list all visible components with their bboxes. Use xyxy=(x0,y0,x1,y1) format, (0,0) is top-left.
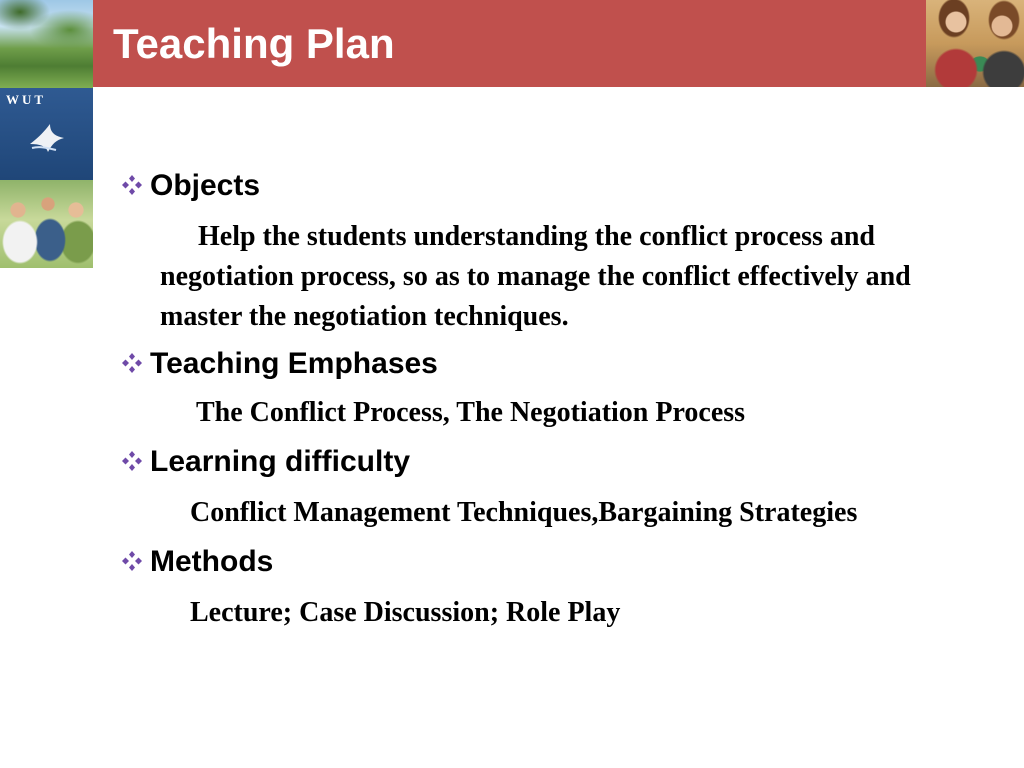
section-heading-row xyxy=(120,165,1000,207)
bird-emblem-icon xyxy=(26,118,70,158)
section-learning-difficulty xyxy=(120,441,1000,533)
students-reading-photo xyxy=(926,0,1024,87)
four-diamond-bullet-icon xyxy=(120,449,150,473)
section-heading-row xyxy=(120,343,1000,385)
slide-content xyxy=(120,165,1000,633)
section-heading: Objects xyxy=(150,169,261,202)
section-body: Help the students understanding the conflict process and negotiation process, so as to manage the conflict effectively and master the negotiation techniques. xyxy=(160,221,911,332)
four-diamond-bullet-icon xyxy=(120,173,150,197)
university-logo-text: WUT xyxy=(6,92,47,107)
section-body: Lecture; Case Discussion; Role Play xyxy=(190,597,621,628)
students-group-photo xyxy=(0,180,93,268)
section-heading: Learning difficulty xyxy=(150,445,411,478)
section-heading: Methods xyxy=(150,545,274,578)
four-diamond-bullet-icon xyxy=(120,549,150,573)
section-teaching-emphases xyxy=(120,343,1000,433)
section-objects xyxy=(120,165,1000,337)
four-diamond-bullet-icon xyxy=(120,351,150,375)
section-heading-row xyxy=(120,541,1000,583)
slide-title: Teaching Plan xyxy=(113,20,395,67)
section-body: Conflict Management Techniques,Bargaining Strategies xyxy=(190,497,858,528)
section-heading: Teaching Emphases xyxy=(150,347,438,380)
section-heading-row xyxy=(120,441,1000,483)
landscape-photo xyxy=(0,0,93,88)
section-body: The Conflict Process, The Negotiation Process xyxy=(196,397,746,428)
section-methods xyxy=(120,541,1000,633)
